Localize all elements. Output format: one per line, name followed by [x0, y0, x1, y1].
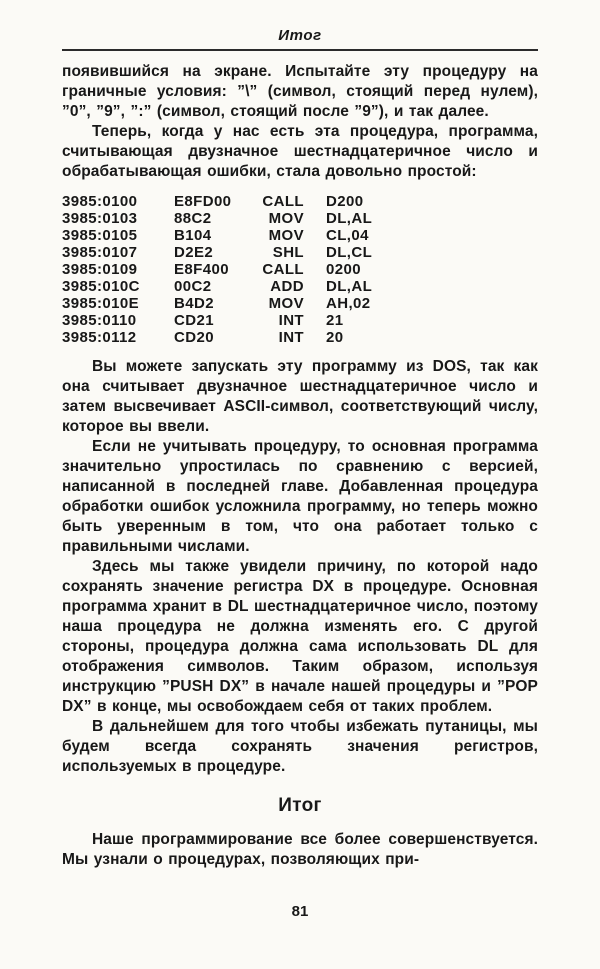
- listing-address: 3985:0112: [62, 329, 137, 346]
- listing-operand: 21: [326, 312, 344, 329]
- listing-address: 3985:0103: [62, 210, 138, 227]
- listing-bytes: CD20: [174, 329, 214, 346]
- listing-mnemonic: CALL: [262, 261, 304, 278]
- listing-address: 3985:0109: [62, 261, 138, 278]
- listing-row: [62, 227, 538, 244]
- page-content: [62, 62, 538, 870]
- listing-address: 3985:0107: [62, 244, 138, 261]
- paragraph: Теперь, когда у нас есть эта процедура, программа, считывающая двузначное шестнадцатеричное число и обрабатывающая ошибки, стала довольно простой:: [62, 123, 538, 180]
- listing-row: [62, 244, 538, 261]
- listing-row: [62, 278, 538, 295]
- listing-row: [62, 210, 538, 227]
- listing-row: [62, 329, 538, 346]
- listing-address: 3985:0100: [62, 193, 138, 210]
- listing-address: 3985:0105: [62, 227, 138, 244]
- listing-row: [62, 193, 538, 210]
- paragraph: Вы можете запускать эту программу из DOS, так как она считывает двузначное шестнадцатеричное число и затем высвечивает ASCII-символ, соответствующий числу, которое вы ввели.: [62, 358, 538, 435]
- listing-row: [62, 261, 538, 278]
- listing-row: [62, 312, 538, 329]
- paragraph: Наше программирование все более совершенствуется. Мы узнали о процедурах, позволяющих при-: [62, 831, 538, 868]
- header-rule: [62, 49, 538, 51]
- listing-row: [62, 295, 538, 312]
- listing-bytes: E8FD00: [174, 193, 232, 210]
- listing-operand: D200: [326, 193, 364, 210]
- listing-bytes: B4D2: [174, 295, 214, 312]
- listing-mnemonic: INT: [278, 329, 304, 346]
- paragraph: появившийся на экране. Испытайте эту процедуру на граничные условия: ”\” (символ, стоящий перед нулем), ”0”, ”9”, ”:” (символ, стоящий после ”9”), и так далее.: [62, 63, 538, 120]
- listing-address: 3985:0110: [62, 312, 137, 329]
- section-heading: Итог: [278, 795, 322, 816]
- listing-mnemonic: CALL: [262, 193, 304, 210]
- paragraph: Если не учитывать процедуру, то основная программа значительно упростилась по сравнению с версией, написанной в последней главе. Добавленная процедура обработки ошибок усложнила программу, но теперь можно быть уверенным в том, что она работает только с правильными числами.: [62, 438, 538, 555]
- page-number: 81: [291, 903, 309, 920]
- listing-bytes: E8F400: [174, 261, 229, 278]
- listing-mnemonic: SHL: [272, 244, 304, 261]
- listing-bytes: 00C2: [174, 278, 212, 295]
- listing-mnemonic: MOV: [268, 295, 304, 312]
- running-head: Итог: [278, 27, 322, 44]
- listing-address: 3985:010E: [62, 295, 139, 312]
- listing-operand: DL,CL: [326, 244, 373, 261]
- listing-operand: 20: [326, 329, 344, 346]
- listing-operand: AH,02: [326, 295, 371, 312]
- listing-operand: DL,AL: [326, 278, 373, 295]
- listing-mnemonic: INT: [278, 312, 304, 329]
- paragraph: Здесь мы также увидели причину, по которой надо сохранять значение регистра DX в процедуре. Основная программа хранит в DL шестнадцатеричное число, поэтому наша процедура не должна изменять его. С другой стороны, процедура должна сама использовать DL для отображения символов. Таким образом, используя инструкцию ”PUSH DX” в начале нашей процедуры и ”POP DX” в конце, мы освобождаем себя от таких проблем.: [62, 558, 538, 715]
- listing-mnemonic: MOV: [268, 227, 304, 244]
- listing-mnemonic: MOV: [268, 210, 304, 227]
- listing-operand: CL,04: [326, 227, 369, 244]
- assembly-listing: [62, 193, 538, 346]
- listing-operand: DL,AL: [326, 210, 373, 227]
- listing-mnemonic: ADD: [270, 278, 304, 295]
- listing-bytes: B104: [174, 227, 212, 244]
- listing-address: 3985:010C: [62, 278, 140, 295]
- listing-bytes: 88C2: [174, 210, 212, 227]
- listing-operand: 0200: [326, 261, 361, 278]
- paragraph: В дальнейшем для того чтобы избежать путаницы, мы будем всегда сохранять значения регистров, используемых в процедуре.: [62, 718, 538, 775]
- listing-bytes: D2E2: [174, 244, 214, 261]
- listing-bytes: CD21: [174, 312, 214, 329]
